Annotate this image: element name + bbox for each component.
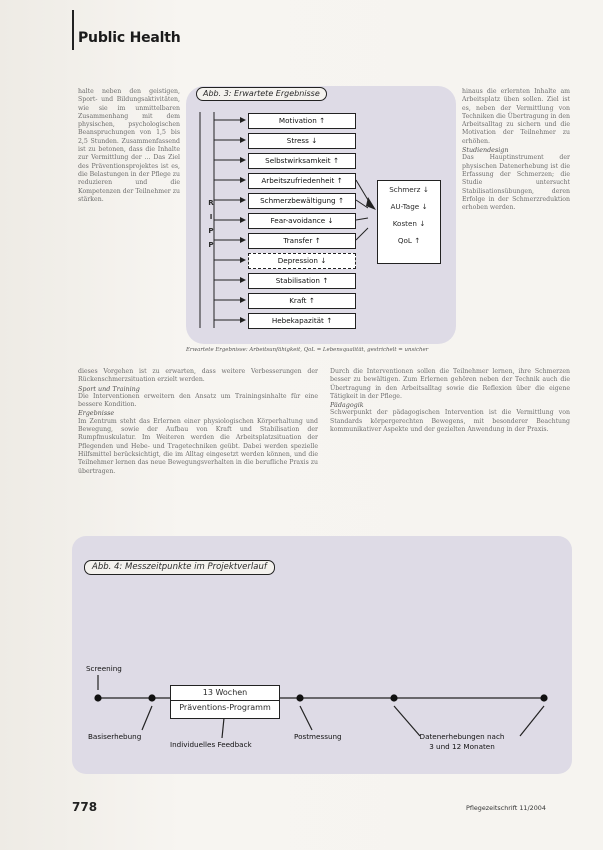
- outcome-stabilisation: Stabilisation ↑: [248, 273, 356, 289]
- outcome-depression: Depression ↓: [248, 253, 356, 269]
- followup-label-1: Datenerhebungen nach: [419, 732, 505, 741]
- outcome-qol: QoL ↑: [397, 236, 421, 245]
- outcome-sick-days: AU-Tage ↓: [390, 202, 428, 211]
- prevention-program-box: [170, 685, 280, 719]
- post-measurement-label: Postmessung: [294, 732, 342, 741]
- journal-citation: Pflegezeitschrift 11/2004: [466, 804, 546, 812]
- outcome-transfer: Transfer ↑: [248, 233, 356, 249]
- figure-3-caption: Abb. 3: Erwartete Ergebnisse: [196, 87, 327, 101]
- middle-left-subhead-1: Sport und Training: [78, 384, 140, 393]
- outcome-lifting-capacity: Hebekapazität ↑: [248, 313, 356, 329]
- page-section-title: Public Health: [78, 30, 181, 46]
- outcome-motivation: Motivation ↑: [248, 113, 356, 129]
- program-duration: 13 Wochen: [202, 688, 248, 697]
- figure-3-legend: Erwartete Ergebnisse: Arbeitsunfähigkeit, QoL = Lebensqualität, gestrichelt = unsicher: [186, 347, 429, 353]
- page-number: 778: [72, 800, 98, 814]
- outcome-costs: Kosten ↓: [392, 219, 426, 228]
- baseline-label: Basiserhebung: [88, 732, 142, 741]
- ripp-letter: R: [208, 199, 214, 207]
- left-column-paragraph: halte neben den geistigen, Sport- und Bildungsaktivitäten, wie sie im unmittelbaren Zusammenhang mit dem physischen, psychologischen Beanspruchungen von 1,5 bis 2,5 Stunden. Zusammenfassend ist zu betonen, dass die Inhalte zur Vermittlung der ... Das Ziel des Präventionsprojektes ist es, die Belastungen in der Pflege zu reduzieren und die Kompetenzen der Teilnehmer zu stärken.: [78, 88, 180, 203]
- outcome-strength: Kraft ↑: [248, 293, 356, 309]
- middle-left-paragraph-1: dieses Vorgehen ist zu erwarten, dass weitere Verbesserungen der Rückenschmerzsituation erzielt werden.: [78, 368, 318, 384]
- feedback-label: Individuelles Feedback: [170, 740, 252, 749]
- outcome-fear-avoidance: Fear-avoidance ↓: [248, 213, 356, 229]
- middle-left-paragraph-3: Im Zentrum steht das Erlernen einer physiologischen Körperhaltung und Bewegung, sowie der Aufbau von Kraft und Stabilisation der Rumpfmuskulatur. Im Weiteren werden die Arbeitsplatzsituation der Pflegenden und Hebe- und Tragetechniken geübt. Dabei werden spezielle Hilfsmittel berücksichtigt, die im Alltag eingesetzt werden können, und die Teilnehmer lernen das neue Bewegungsverhalten in die berufliche Praxis zu übertragen.: [78, 417, 318, 475]
- middle-left-paragraph-2: Die Interventionen erweitern den Ansatz um Trainingsinhalte für eine bessere Kondition.: [78, 392, 318, 409]
- middle-right-paragraph-1: Durch die Interventionen sollen die Teilnehmer lernen, ihre Schmerzen besser zu bewältigen. Zum Erlernen gehören neben der Technik auch die Übertragung in den Arbeitsalltag sowie die Reflexion über die eigene Tätigkeit in der Pflege.: [330, 368, 570, 400]
- ripp-letter: P: [208, 241, 214, 249]
- ripp-letter: I: [209, 213, 213, 221]
- ripp-letter: P: [208, 227, 214, 235]
- followup-label-2: 3 und 12 Monaten: [429, 742, 495, 751]
- right-column-paragraph: hinaus die erlernten Inhalte am Arbeitsplatz üben sollen. Ziel ist es, neben der Vermittlung von Techniken die Übertragung in den Arbeitsalltag zu sichern und die Motivation der Teilnehmer zu erhöhen.: [462, 88, 570, 145]
- outcome-pain: Schmerz ↓: [389, 185, 429, 194]
- figure-4-caption: Abb. 4: Messzeitpunkte im Projektverlauf: [84, 560, 275, 575]
- outcome-stress: Stress ↓: [248, 133, 356, 149]
- middle-right-paragraph-2: Schwerpunkt der pädagogischen Intervention ist die Vermittlung von Standards körpergerechten Bewegens, mit besonderer Beachtung kommunikativer Aspekte und der gezielten Anwendung in der Praxis.: [330, 409, 570, 434]
- outcome-job-satisfaction: Arbeitszufriedenheit ↑: [248, 173, 356, 189]
- outcome-self-efficacy: Selbstwirksamkeit ↑: [248, 153, 356, 169]
- program-name: Präventions-Programm: [171, 700, 279, 715]
- screening-label: Screening: [86, 664, 122, 673]
- middle-right-subhead: Pädagogik: [330, 401, 364, 410]
- right-column-paragraph-2: Das Hauptinstrument der physischen Datenerhebung ist die Erfassung der Schmerzen; die Studie untersucht Stabilisationsübungen, deren Erfolge in der Schmerzreduktion erhoben werden.: [462, 154, 570, 212]
- outcome-pain-coping: Schmerzbewältigung ↑: [248, 193, 356, 209]
- right-column-subhead: Studiendesign: [462, 146, 509, 155]
- middle-left-subhead-2: Ergebnisse: [78, 409, 115, 418]
